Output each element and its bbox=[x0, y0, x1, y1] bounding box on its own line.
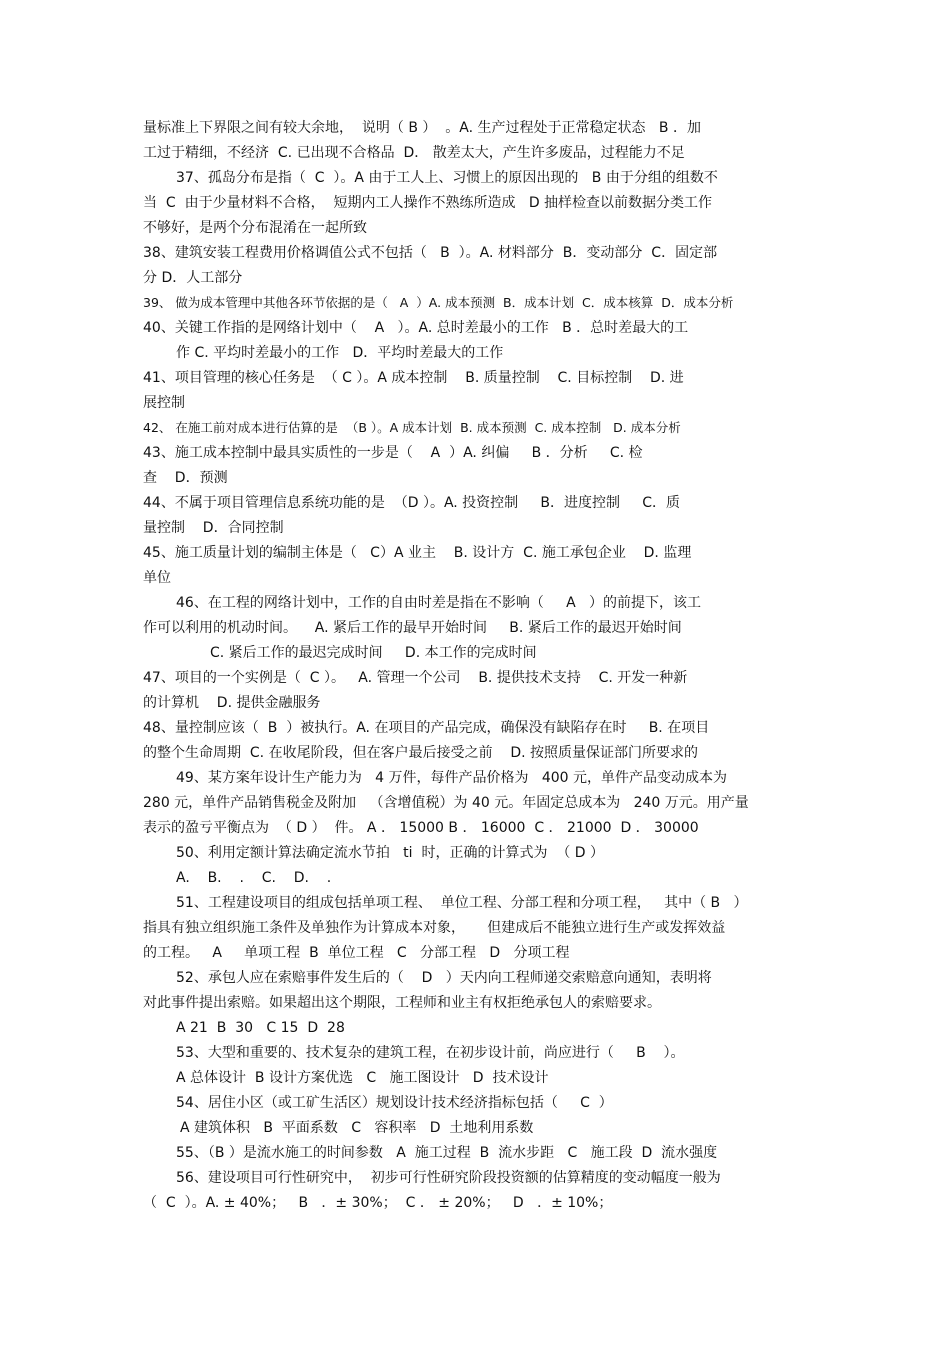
text-line-12: 展控制 bbox=[143, 395, 185, 411]
text-line-6: 38、建筑安装工程费用价格调值公式不包括（ B ）。A. 材料部分 B．变动部分 C．固定部 bbox=[143, 245, 718, 261]
text-line-21: 作可以利用的机动时间。 A. 紧后工作的最早开始时间 B. 紧后工作的最迟开始时间 bbox=[143, 620, 682, 636]
text-line-27: 49、某方案年设计生产能力为 4 万件，每件产品价格为 400 元，单件产品变动成本为 bbox=[176, 770, 728, 786]
text-line-8: 39、 做为成本管理中其他各环节依据的是（ A ）A. 成本预测 B．成本计划 C．成本核算 D．成本分析 bbox=[143, 295, 734, 310]
text-line-40: 54、居住小区（或工矿生活区）规划设计技术经济指标包括（ C ） bbox=[176, 1095, 613, 1111]
text-line-16: 44、不属于项目管理信息系统功能的是 （D ）。A. 投资控制 B．进度控制 C．质 bbox=[143, 495, 681, 511]
text-line-26: 的整个生命周期 C. 在收尾阶段，但在客户最后接受之前 D. 按照质量保证部门所要求的 bbox=[143, 745, 699, 761]
text-line-23: 47、项目的一个实例是（ C ）。 A. 管理一个公司 B. 提供技术支持 C. 开发一种新 bbox=[143, 670, 688, 686]
text-line-37: A 21 B 30 C 15 D 28 bbox=[176, 1020, 345, 1036]
text-line-1: 量标准上下界限之间有较大余地， 说明（ B ） 。A. 生产过程处于正常稳定状态 B ．加 bbox=[143, 120, 701, 136]
text-line-41: A 建筑体积 B 平面系数 C 容积率 D 土地利用系数 bbox=[180, 1120, 534, 1136]
text-line-29: 表示的盈亏平衡点为 （ D ） 件。 A ． 15000 B ． 16000 C ． 21000 D ． 30000 bbox=[143, 820, 699, 836]
text-line-36: 对此事件提出索赔。如果超出这个期限，工程师和业主有权拒绝承包人的索赔要求。 bbox=[143, 995, 661, 1011]
text-line-19: 单位 bbox=[143, 570, 171, 586]
text-line-32: 51、工程建设项目的组成包括单项工程、 单位工程、分部工程和分项工程， 其中（ B ） bbox=[176, 895, 748, 911]
text-line-13: 42、 在施工前对成本进行估算的是 （B ）。A 成本计划 B. 成本预测 C. 成本控制 D. 成本分析 bbox=[143, 420, 681, 435]
text-line-17: 量控制 D．合同控制 bbox=[143, 520, 284, 536]
text-line-34: 的工程。 A 单项工程 B 单位工程 C 分部工程 D 分项工程 bbox=[143, 945, 570, 961]
text-line-31: A. B. . C. D. . bbox=[176, 870, 332, 886]
text-line-38: 53、大型和重要的、技术复杂的建筑工程，在初步设计前，尚应进行（ B ）。 bbox=[176, 1045, 685, 1061]
text-line-28: 280 元，单件产品销售税金及附加 （含增值税）为 40 元。年固定总成本为 240 万元。用产量 bbox=[143, 795, 749, 811]
text-line-15: 查 D．预测 bbox=[143, 470, 228, 486]
text-line-5: 不够好，是两个分布混淆在一起所致 bbox=[143, 220, 367, 236]
text-line-25: 48、量控制应该（ B ）被执行。A. 在项目的产品完成，确保没有缺陷存在时 B. 在项目 bbox=[143, 720, 710, 736]
text-line-11: 41、项目管理的核心任务是 （ C ）。A 成本控制 B. 质量控制 C. 目标控制 D. 进 bbox=[143, 370, 684, 386]
text-line-18: 45、施工质量计划的编制主体是（ C）A 业主 B. 设计方 C. 施工承包企业 D. 监理 bbox=[143, 545, 692, 561]
text-line-3: 37、孤岛分布是指（ C ）。A 由于工人上、习惯上的原因出现的 B 由于分组的组数不 bbox=[176, 170, 718, 186]
text-line-33: 指具有独立组织施工条件及单独作为计算成本对象， 但建成后不能独立进行生产或发挥效益 bbox=[143, 920, 726, 936]
text-line-10: 作 C. 平均时差最小的工作 D．平均时差最大的工作 bbox=[176, 345, 504, 361]
text-line-44: （ C ）。A. ± 40%； B ．± 30%； C ． ± 20%； D ．± 10%； bbox=[143, 1195, 613, 1211]
text-line-9: 40、关键工作指的是网络计划中（ A ）。A. 总时差最小的工作 B ．总时差最大的工 bbox=[143, 320, 689, 336]
text-line-35: 52、承包人应在索赔事件发生后的（ D ）天内向工程师递交索赔意向通知，表明将 bbox=[176, 970, 712, 986]
text-line-2: 工过于精细，不经济 C. 已出现不合格品 D． 散差太大，产生许多废品，过程能力不足 bbox=[143, 145, 685, 161]
text-line-39: A 总体设计 B 设计方案优选 C 施工图设计 D 技术设计 bbox=[176, 1070, 549, 1086]
text-line-22: C. 紧后工作的最迟完成时间 D. 本工作的完成时间 bbox=[210, 645, 537, 661]
text-line-14: 43、施工成本控制中最具实质性的一步是（ A ）A. 纠偏 B ．分析 C. 检 bbox=[143, 445, 643, 461]
text-line-7: 分 D．人工部分 bbox=[143, 270, 243, 286]
text-line-42: 55、（B ）是流水施工的时间参数 A 施工过程 B 流水步距 C 施工段 D 流水强度 bbox=[176, 1145, 718, 1161]
text-line-30: 50、利用定额计算法确定流水节拍 ti 时，正确的计算式为 （ D ） bbox=[176, 845, 605, 861]
text-line-24: 的计算机 D. 提供金融服务 bbox=[143, 695, 321, 711]
text-line-43: 56、建设项目可行性研究中， 初步可行性研究阶段投资额的估算精度的变动幅度一般为 bbox=[176, 1170, 721, 1186]
text-line-20: 46、在工程的网络计划中，工作的自由时差是指在不影响（ A ）的前提下，该工 bbox=[176, 595, 701, 611]
text-line-4: 当 C 由于少量材料不合格， 短期内工人操作不熟练所造成 D 抽样检查以前数据分类工作 bbox=[143, 195, 713, 211]
